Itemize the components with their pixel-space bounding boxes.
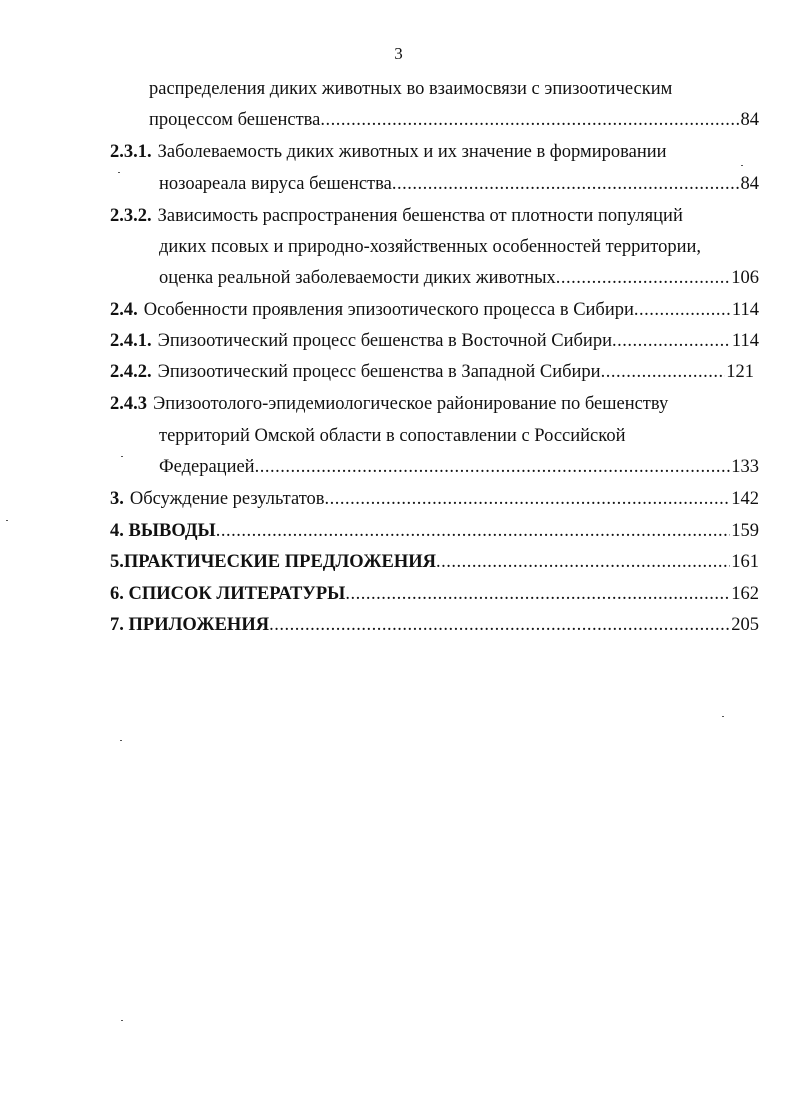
toc-text: нозоареала вируса бешенства — [159, 174, 392, 194]
toc-page: 162 — [731, 584, 759, 604]
toc-page: 205 — [731, 615, 759, 635]
toc-page: 133 — [731, 457, 759, 477]
scan-speck — [6, 520, 8, 521]
toc-line — [110, 518, 759, 544]
toc-line — [110, 486, 759, 512]
toc-number: 2.3.2. — [110, 206, 152, 226]
toc-page: 84 — [740, 174, 759, 194]
toc-line — [159, 171, 759, 197]
toc-leader-dots — [392, 171, 740, 197]
toc-number: 3. — [110, 489, 124, 509]
toc-text: диких псовых и природно-хозяйственных особенностей территории, — [159, 237, 702, 257]
toc-line — [149, 107, 759, 133]
toc-number: 2.3.1. — [110, 142, 152, 162]
scan-speck — [121, 1020, 123, 1021]
toc-leader-dots — [320, 107, 739, 133]
toc-number: 2.4.2. — [110, 362, 152, 382]
toc-leader-dots — [634, 297, 731, 323]
toc-line — [159, 423, 625, 449]
toc-line — [110, 297, 759, 323]
toc-page: 114 — [731, 300, 759, 320]
toc-line — [110, 391, 668, 417]
toc-leader-dots — [269, 612, 730, 638]
scan-speck — [741, 165, 743, 166]
toc-leader-dots — [345, 581, 730, 607]
scan-speck — [118, 172, 120, 173]
toc-text: 5.ПРАКТИЧЕСКИЕ ПРЕДЛОЖЕНИЯ — [110, 552, 436, 572]
toc-page: 161 — [731, 552, 759, 572]
toc-number: 2.4.3 — [110, 394, 147, 414]
toc-text: 7. ПРИЛОЖЕНИЯ — [110, 615, 270, 635]
toc-line — [110, 203, 683, 229]
scan-speck — [120, 740, 122, 741]
toc-leader-dots — [325, 486, 731, 512]
toc-text: 4. ВЫВОДЫ — [110, 521, 216, 541]
toc-text: распределения диких животных во взаимосвязи с эпизоотическим — [149, 79, 673, 99]
toc-line — [159, 454, 759, 480]
page-number: 3 — [394, 44, 403, 63]
toc-page: 159 — [731, 521, 759, 541]
toc-line — [110, 581, 759, 607]
toc-text: Зависимость распространения бешенства от плотности популяций — [157, 206, 683, 226]
toc-text: Эпизоотический процесс бешенства в Западной Сибири — [157, 362, 601, 382]
toc-text: Эпизоотический процесс бешенства в Восточной Сибири — [157, 331, 612, 351]
toc-line — [159, 234, 701, 260]
toc-leader-dots — [436, 549, 730, 575]
toc-text: Эпизоотолого-эпидемиологическое районирование по бешенству — [153, 394, 669, 414]
toc-text: процессом бешенства — [149, 110, 321, 130]
toc-line — [110, 612, 759, 638]
scan-speck — [121, 456, 123, 457]
toc-page: 142 — [731, 489, 759, 509]
toc-page: 84 — [740, 110, 759, 130]
toc-line — [149, 76, 672, 102]
toc-page: 121 — [726, 362, 754, 382]
toc-leader-dots — [216, 518, 731, 544]
toc-line — [110, 359, 754, 385]
toc-number: 2.4. — [110, 300, 138, 320]
toc-number: 2.4.1. — [110, 331, 152, 351]
toc-leader-dots — [556, 265, 730, 291]
toc-leader-dots — [612, 328, 731, 354]
toc-line — [159, 265, 759, 291]
scan-speck — [722, 716, 724, 717]
toc-text: 6. СПИСОК ЛИТЕРАТУРЫ — [110, 584, 346, 604]
toc-page: 106 — [731, 268, 759, 288]
toc-text: Федерацией — [159, 457, 255, 477]
toc-text: Обсуждение результатов — [129, 489, 325, 509]
toc-leader-dots — [601, 359, 726, 385]
toc-text: Заболеваемость диких животных и их значение в формировании — [157, 142, 667, 162]
toc-line — [110, 139, 667, 165]
toc-line — [110, 549, 759, 575]
toc-line — [110, 328, 759, 354]
toc-text: Особенности проявления эпизоотического процесса в Сибири — [143, 300, 634, 320]
toc-page: 114 — [731, 331, 759, 351]
toc-text: территорий Омской области в сопоставлении с Российской — [159, 426, 626, 446]
toc-leader-dots — [255, 454, 731, 480]
toc-text: оценка реальной заболеваемости диких животных — [159, 268, 556, 288]
